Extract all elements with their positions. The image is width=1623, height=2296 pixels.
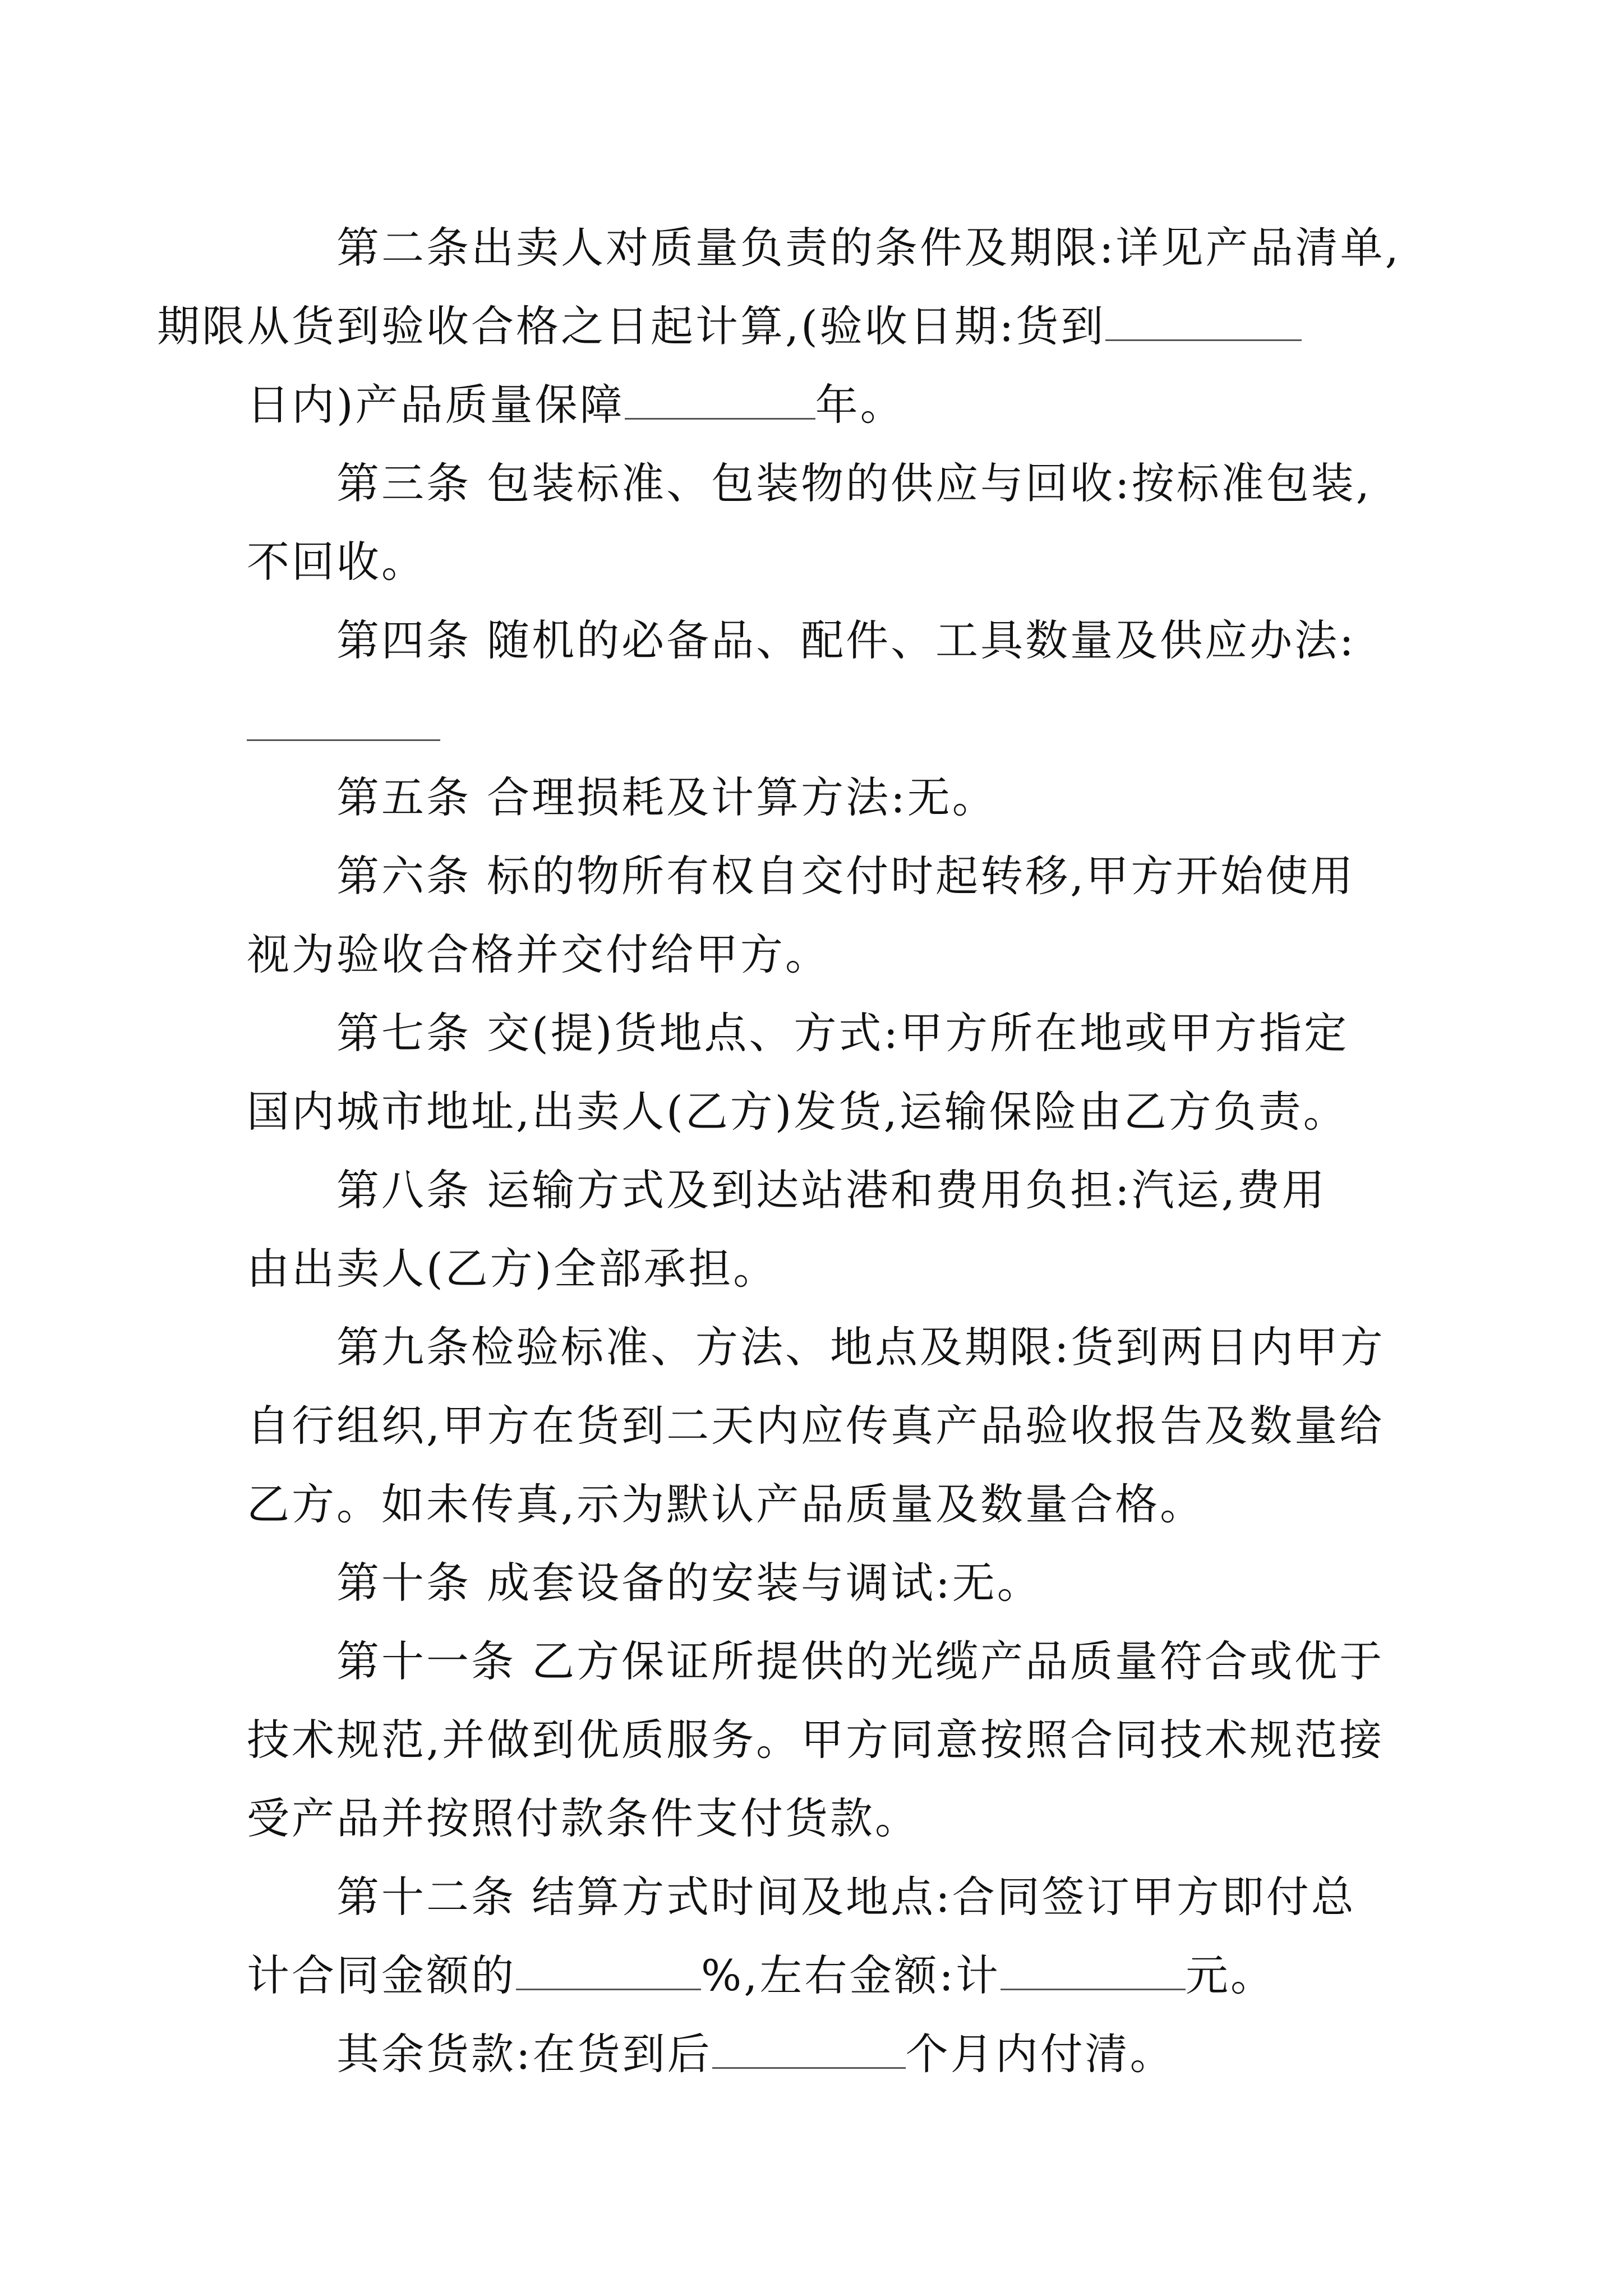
article-2-text-1: 第二条出卖人对质量负责的条件及期限:详见产品清单,	[336, 223, 1401, 273]
article-9-line-3: 乙方。如未传真,示为默认产品质量及数量合格。	[247, 1479, 1205, 1529]
warranty-years-blank[interactable]	[625, 379, 815, 420]
article-12-line-2a: 计合同金额的	[247, 1950, 516, 2000]
article-4-blank-line	[247, 680, 1430, 758]
down-payment-amount-blank[interactable]	[1000, 1949, 1186, 1990]
remainder-payment	[247, 2015, 1430, 2093]
article-4	[247, 601, 1430, 680]
article-5-line-1: 第五条 合理损耗及计算方法:无。	[336, 772, 997, 822]
article-12-line-1: 第十二条 结算方式时间及地点:合同签订甲方即付总	[336, 1872, 1356, 1922]
article-2-line-3a: 日内)产品质量保障	[247, 380, 625, 430]
article-2	[157, 209, 1430, 444]
article-10	[247, 1544, 1430, 1622]
remainder-line-1b: 个月内付清。	[905, 2029, 1175, 2079]
article-3-line-2: 不回收。	[247, 537, 426, 587]
article-7	[247, 994, 1430, 1151]
article-12	[247, 1858, 1430, 2015]
article-10-line-1: 第十条 成套设备的安装与调试:无。	[336, 1558, 1042, 1608]
accessories-blank[interactable]	[247, 700, 440, 741]
article-12-line-2b: %,左右金额:计	[701, 1950, 1000, 2000]
article-8-line-1: 第八条 运输方式及到达站港和费用负担:汽运,费用	[336, 1165, 1327, 1215]
article-9-line-1: 第九条检验标准、方法、地点及期限:货到两日内甲方	[336, 1322, 1385, 1372]
article-5	[247, 758, 1430, 837]
article-9	[247, 1308, 1430, 1544]
article-2-text-2	[157, 287, 1302, 366]
article-2-line-2: 期限从货到验收合格之日起计算,(验收日期:货到	[157, 301, 1106, 351]
article-2-text-3	[157, 366, 905, 444]
article-6	[247, 837, 1430, 994]
contract-body	[157, 209, 1430, 2093]
article-3-line-1: 第三条 包装标准、包装物的供应与回收:按标准包装,	[336, 458, 1372, 508]
article-7-line-1: 第七条 交(提)货地点、方式:甲方所在地或甲方指定	[336, 1008, 1349, 1058]
article-7-line-2: 国内城市地址,出卖人(乙方)发货,运输保险由乙方负责。	[247, 1087, 1348, 1137]
article-8-line-2: 由出卖人(乙方)全部承担。	[247, 1244, 778, 1294]
article-8	[247, 1151, 1430, 1308]
article-3	[247, 444, 1430, 601]
article-2-line-3b: 年。	[815, 380, 905, 430]
article-9-line-2: 自行组织,甲方在货到二天内应传真产品验收报告及数量给	[247, 1401, 1385, 1451]
article-11-line-3: 受产品并按照付款条件支付货款。	[247, 1793, 920, 1843]
down-payment-percent-blank[interactable]	[516, 1949, 701, 1990]
article-11	[247, 1622, 1430, 1858]
article-11-line-1: 第十一条 乙方保证所提供的光缆产品质量符合或优于	[336, 1636, 1385, 1686]
article-12-line-2	[157, 1936, 1275, 2015]
remainder-line-1a: 其余货款:在货到后	[336, 2029, 712, 2079]
article-6-line-1: 第六条 标的物所有权自交付时起转移,甲方开始使用	[336, 851, 1355, 901]
remainder-months-blank[interactable]	[712, 2028, 906, 2069]
article-12-line-2c: 元。	[1185, 1950, 1275, 2000]
article-4-line-1: 第四条 随机的必备品、配件、工具数量及供应办法:	[336, 615, 1356, 665]
receipt-days-blank[interactable]	[1105, 300, 1302, 341]
article-2-line-1	[157, 209, 1430, 444]
article-6-line-2: 视为验收合格并交付给甲方。	[247, 930, 830, 979]
article-11-line-2: 技术规范,并做到优质服务。甲方同意按照合同技术规范接	[247, 1715, 1385, 1765]
